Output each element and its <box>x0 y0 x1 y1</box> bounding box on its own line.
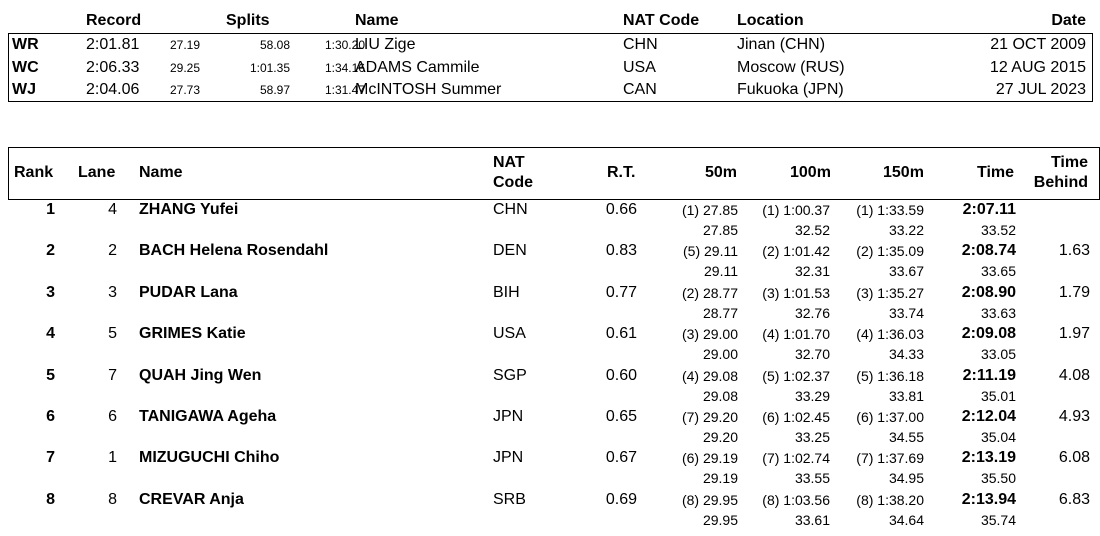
result-cum-50m: (8) 29.95 <box>681 491 738 508</box>
record-split-3: 1:34.16 <box>324 60 365 75</box>
result-nat: DEN <box>493 242 527 260</box>
result-time: 2:09.08 <box>961 325 1016 343</box>
result-rank: 3 <box>46 283 55 301</box>
result-reaction-time: 0.67 <box>605 449 637 467</box>
result-split-150m: 33.22 <box>888 222 924 238</box>
result-rank: 8 <box>46 490 55 508</box>
result-rank: 2 <box>46 242 55 260</box>
result-split-50m: 29.95 <box>702 511 738 528</box>
record-time: 2:04.06 <box>86 81 140 98</box>
results-header-rt: R.T. <box>607 164 636 181</box>
result-split-200m: 33.05 <box>980 346 1016 363</box>
result-split-50m: 29.20 <box>702 429 738 445</box>
result-nat: CHN <box>493 201 528 218</box>
result-split-100m: 32.76 <box>794 304 830 321</box>
result-reaction-time: 0.77 <box>605 283 637 301</box>
record-date: 27 JUL 2023 <box>995 81 1086 98</box>
result-split-50m: 29.00 <box>702 346 738 363</box>
result-name: PUDAR Lana <box>139 283 238 301</box>
result-cum-150m: (5) 1:36.18 <box>856 367 924 384</box>
record-name: ADAMS Cammile <box>355 58 480 76</box>
results-header-nat-line1: NAT <box>493 154 525 171</box>
results-header-rank: Rank <box>14 164 54 181</box>
result-time: 2:08.90 <box>961 283 1016 301</box>
records-header-nat-code: NAT Code <box>623 12 700 29</box>
result-split-200m: 35.50 <box>980 470 1016 487</box>
records-header-splits: Splits <box>226 12 270 29</box>
result-cum-100m: (3) 1:01.53 <box>762 284 830 301</box>
result-cum-50m: (6) 29.19 <box>681 450 738 467</box>
record-nat: CAN <box>623 81 657 98</box>
records-header-record: Record <box>86 12 142 29</box>
result-cum-50m: (2) 28.77 <box>681 284 738 301</box>
result-time: 2:07.11 <box>962 201 1016 218</box>
record-time: 2:01.81 <box>86 36 140 53</box>
result-split-50m: 29.08 <box>702 387 738 404</box>
result-nat: BIH <box>493 283 520 301</box>
result-split-100m: 32.70 <box>794 346 830 363</box>
result-split-100m: 33.29 <box>794 387 830 404</box>
record-split-1: 27.73 <box>169 83 200 97</box>
result-time-behind: 1.79 <box>1058 283 1090 301</box>
record-split-2: 58.97 <box>259 83 290 97</box>
result-nat: SGP <box>493 366 527 384</box>
result-split-150m: 33.81 <box>888 387 924 404</box>
results-header-lane: Lane <box>78 164 116 181</box>
result-cum-50m: (3) 29.00 <box>681 326 738 343</box>
results-header-nat-line2: Code <box>493 174 533 191</box>
result-cum-100m: (4) 1:01.70 <box>762 326 830 343</box>
result-name: TANIGAWA Ageha <box>139 408 277 425</box>
result-split-100m: 32.52 <box>794 222 830 238</box>
result-time: 2:11.19 <box>962 366 1016 384</box>
record-type: WR <box>12 36 39 53</box>
result-time-behind: 1.97 <box>1058 325 1090 343</box>
result-reaction-time: 0.66 <box>605 201 637 218</box>
result-split-150m: 34.95 <box>888 470 924 487</box>
result-name: QUAH Jing Wen <box>139 366 262 384</box>
record-location: Jinan (CHN) <box>737 36 826 53</box>
result-time-behind: 6.83 <box>1058 490 1090 508</box>
result-split-50m: 29.11 <box>704 263 738 280</box>
result-time: 2:13.94 <box>961 490 1016 508</box>
result-nat: JPN <box>493 449 524 467</box>
record-split-3: 1:31.47 <box>324 83 365 97</box>
result-rank: 4 <box>46 325 55 343</box>
results-header-behind-line1: Time <box>1050 154 1088 171</box>
result-nat: USA <box>493 325 526 343</box>
result-split-200m: 35.01 <box>980 387 1016 404</box>
result-time: 2:08.74 <box>961 242 1016 260</box>
record-date: 12 AUG 2015 <box>989 58 1086 76</box>
result-time: 2:13.19 <box>961 449 1016 467</box>
result-time-behind: 4.93 <box>1058 408 1090 425</box>
record-nat: CHN <box>623 36 658 53</box>
result-cum-100m: (5) 1:02.37 <box>762 367 830 384</box>
result-cum-150m: (3) 1:35.27 <box>856 284 924 301</box>
records-header-name: Name <box>355 12 399 29</box>
record-name: McINTOSH Summer <box>355 81 502 98</box>
result-name: BACH Helena Rosendahl <box>139 242 329 260</box>
record-name: LIU Zige <box>355 36 416 53</box>
record-nat: USA <box>623 58 656 76</box>
result-rank: 5 <box>46 366 55 384</box>
result-cum-150m: (7) 1:37.69 <box>856 450 924 467</box>
result-lane: 7 <box>108 366 117 384</box>
result-cum-100m: (6) 1:02.45 <box>762 409 830 425</box>
result-split-50m: 29.19 <box>702 470 738 487</box>
results-header-behind-line2: Behind <box>1033 174 1088 191</box>
results-header-name: Name <box>139 164 183 181</box>
result-time: 2:12.04 <box>961 408 1016 425</box>
record-type: WC <box>12 58 39 76</box>
record-split-2: 1:01.35 <box>249 60 290 75</box>
records-header-date: Date <box>1051 12 1086 29</box>
result-split-200m: 35.04 <box>980 429 1016 445</box>
result-cum-100m: (8) 1:03.56 <box>762 491 830 508</box>
record-split-3: 1:30.20 <box>324 38 365 52</box>
result-cum-100m: (2) 1:01.42 <box>762 243 830 260</box>
result-reaction-time: 0.69 <box>605 490 637 508</box>
result-reaction-time: 0.61 <box>605 325 637 343</box>
record-split-2: 58.08 <box>259 38 290 52</box>
result-rank: 1 <box>46 201 55 218</box>
result-lane: 8 <box>108 490 117 508</box>
record-type: WJ <box>12 81 36 98</box>
result-lane: 5 <box>108 325 117 343</box>
result-lane: 1 <box>108 449 117 467</box>
result-nat: JPN <box>493 408 524 425</box>
result-reaction-time: 0.65 <box>605 408 637 425</box>
result-split-150m: 34.55 <box>888 429 924 445</box>
results-header-150m: 150m <box>883 164 924 181</box>
result-split-200m: 35.74 <box>980 511 1016 528</box>
result-rank: 7 <box>46 449 55 467</box>
result-cum-50m: (1) 27.85 <box>681 202 738 218</box>
results-header-50m: 50m <box>705 164 738 181</box>
result-time-behind: 6.08 <box>1058 449 1090 467</box>
result-lane: 2 <box>108 242 117 260</box>
result-name: CREVAR Anja <box>139 490 244 508</box>
records-header-location: Location <box>737 12 804 29</box>
result-cum-150m: (6) 1:37.00 <box>856 409 924 425</box>
result-split-150m: 34.64 <box>888 511 924 528</box>
result-lane: 6 <box>108 408 117 425</box>
result-split-150m: 34.33 <box>888 346 924 363</box>
result-cum-50m: (7) 29.20 <box>681 409 738 425</box>
record-date: 21 OCT 2009 <box>990 36 1086 53</box>
result-cum-150m: (4) 1:36.03 <box>856 326 924 343</box>
record-split-1: 27.19 <box>169 38 200 52</box>
result-name: GRIMES Katie <box>139 325 246 343</box>
result-split-50m: 27.85 <box>702 222 738 238</box>
result-split-100m: 33.25 <box>794 429 830 445</box>
result-split-200m: 33.52 <box>980 222 1016 238</box>
result-cum-150m: (1) 1:33.59 <box>856 202 924 218</box>
result-cum-100m: (1) 1:00.37 <box>762 202 830 218</box>
result-time-behind: 4.08 <box>1058 366 1090 384</box>
results-header-100m: 100m <box>790 164 831 181</box>
result-reaction-time: 0.83 <box>605 242 637 260</box>
result-name: ZHANG Yufei <box>139 201 239 218</box>
result-split-100m: 32.31 <box>794 263 830 280</box>
record-location: Fukuoka (JPN) <box>737 81 844 98</box>
result-nat: SRB <box>493 490 526 508</box>
result-cum-100m: (7) 1:02.74 <box>762 450 830 467</box>
result-split-100m: 33.61 <box>794 511 830 528</box>
result-split-200m: 33.65 <box>980 263 1016 280</box>
result-split-200m: 33.63 <box>980 304 1016 321</box>
result-name: MIZUGUCHI Chiho <box>139 449 280 467</box>
result-cum-50m: (4) 29.08 <box>681 367 738 384</box>
result-rank: 6 <box>46 408 55 425</box>
record-location: Moscow (RUS) <box>737 58 845 76</box>
result-cum-50m: (5) 29.11 <box>683 243 738 260</box>
result-split-50m: 28.77 <box>702 304 738 321</box>
result-split-150m: 33.74 <box>888 304 924 321</box>
result-cum-150m: (2) 1:35.09 <box>856 243 924 260</box>
results-header-time: Time <box>977 164 1015 181</box>
record-split-1: 29.25 <box>169 60 200 75</box>
result-split-150m: 33.67 <box>888 263 924 280</box>
result-reaction-time: 0.60 <box>605 366 637 384</box>
result-cum-150m: (8) 1:38.20 <box>856 491 924 508</box>
result-lane: 3 <box>108 283 117 301</box>
result-time-behind: 1.63 <box>1058 242 1090 260</box>
result-lane: 4 <box>108 201 117 218</box>
result-split-100m: 33.55 <box>794 470 830 487</box>
record-time: 2:06.33 <box>86 58 140 76</box>
